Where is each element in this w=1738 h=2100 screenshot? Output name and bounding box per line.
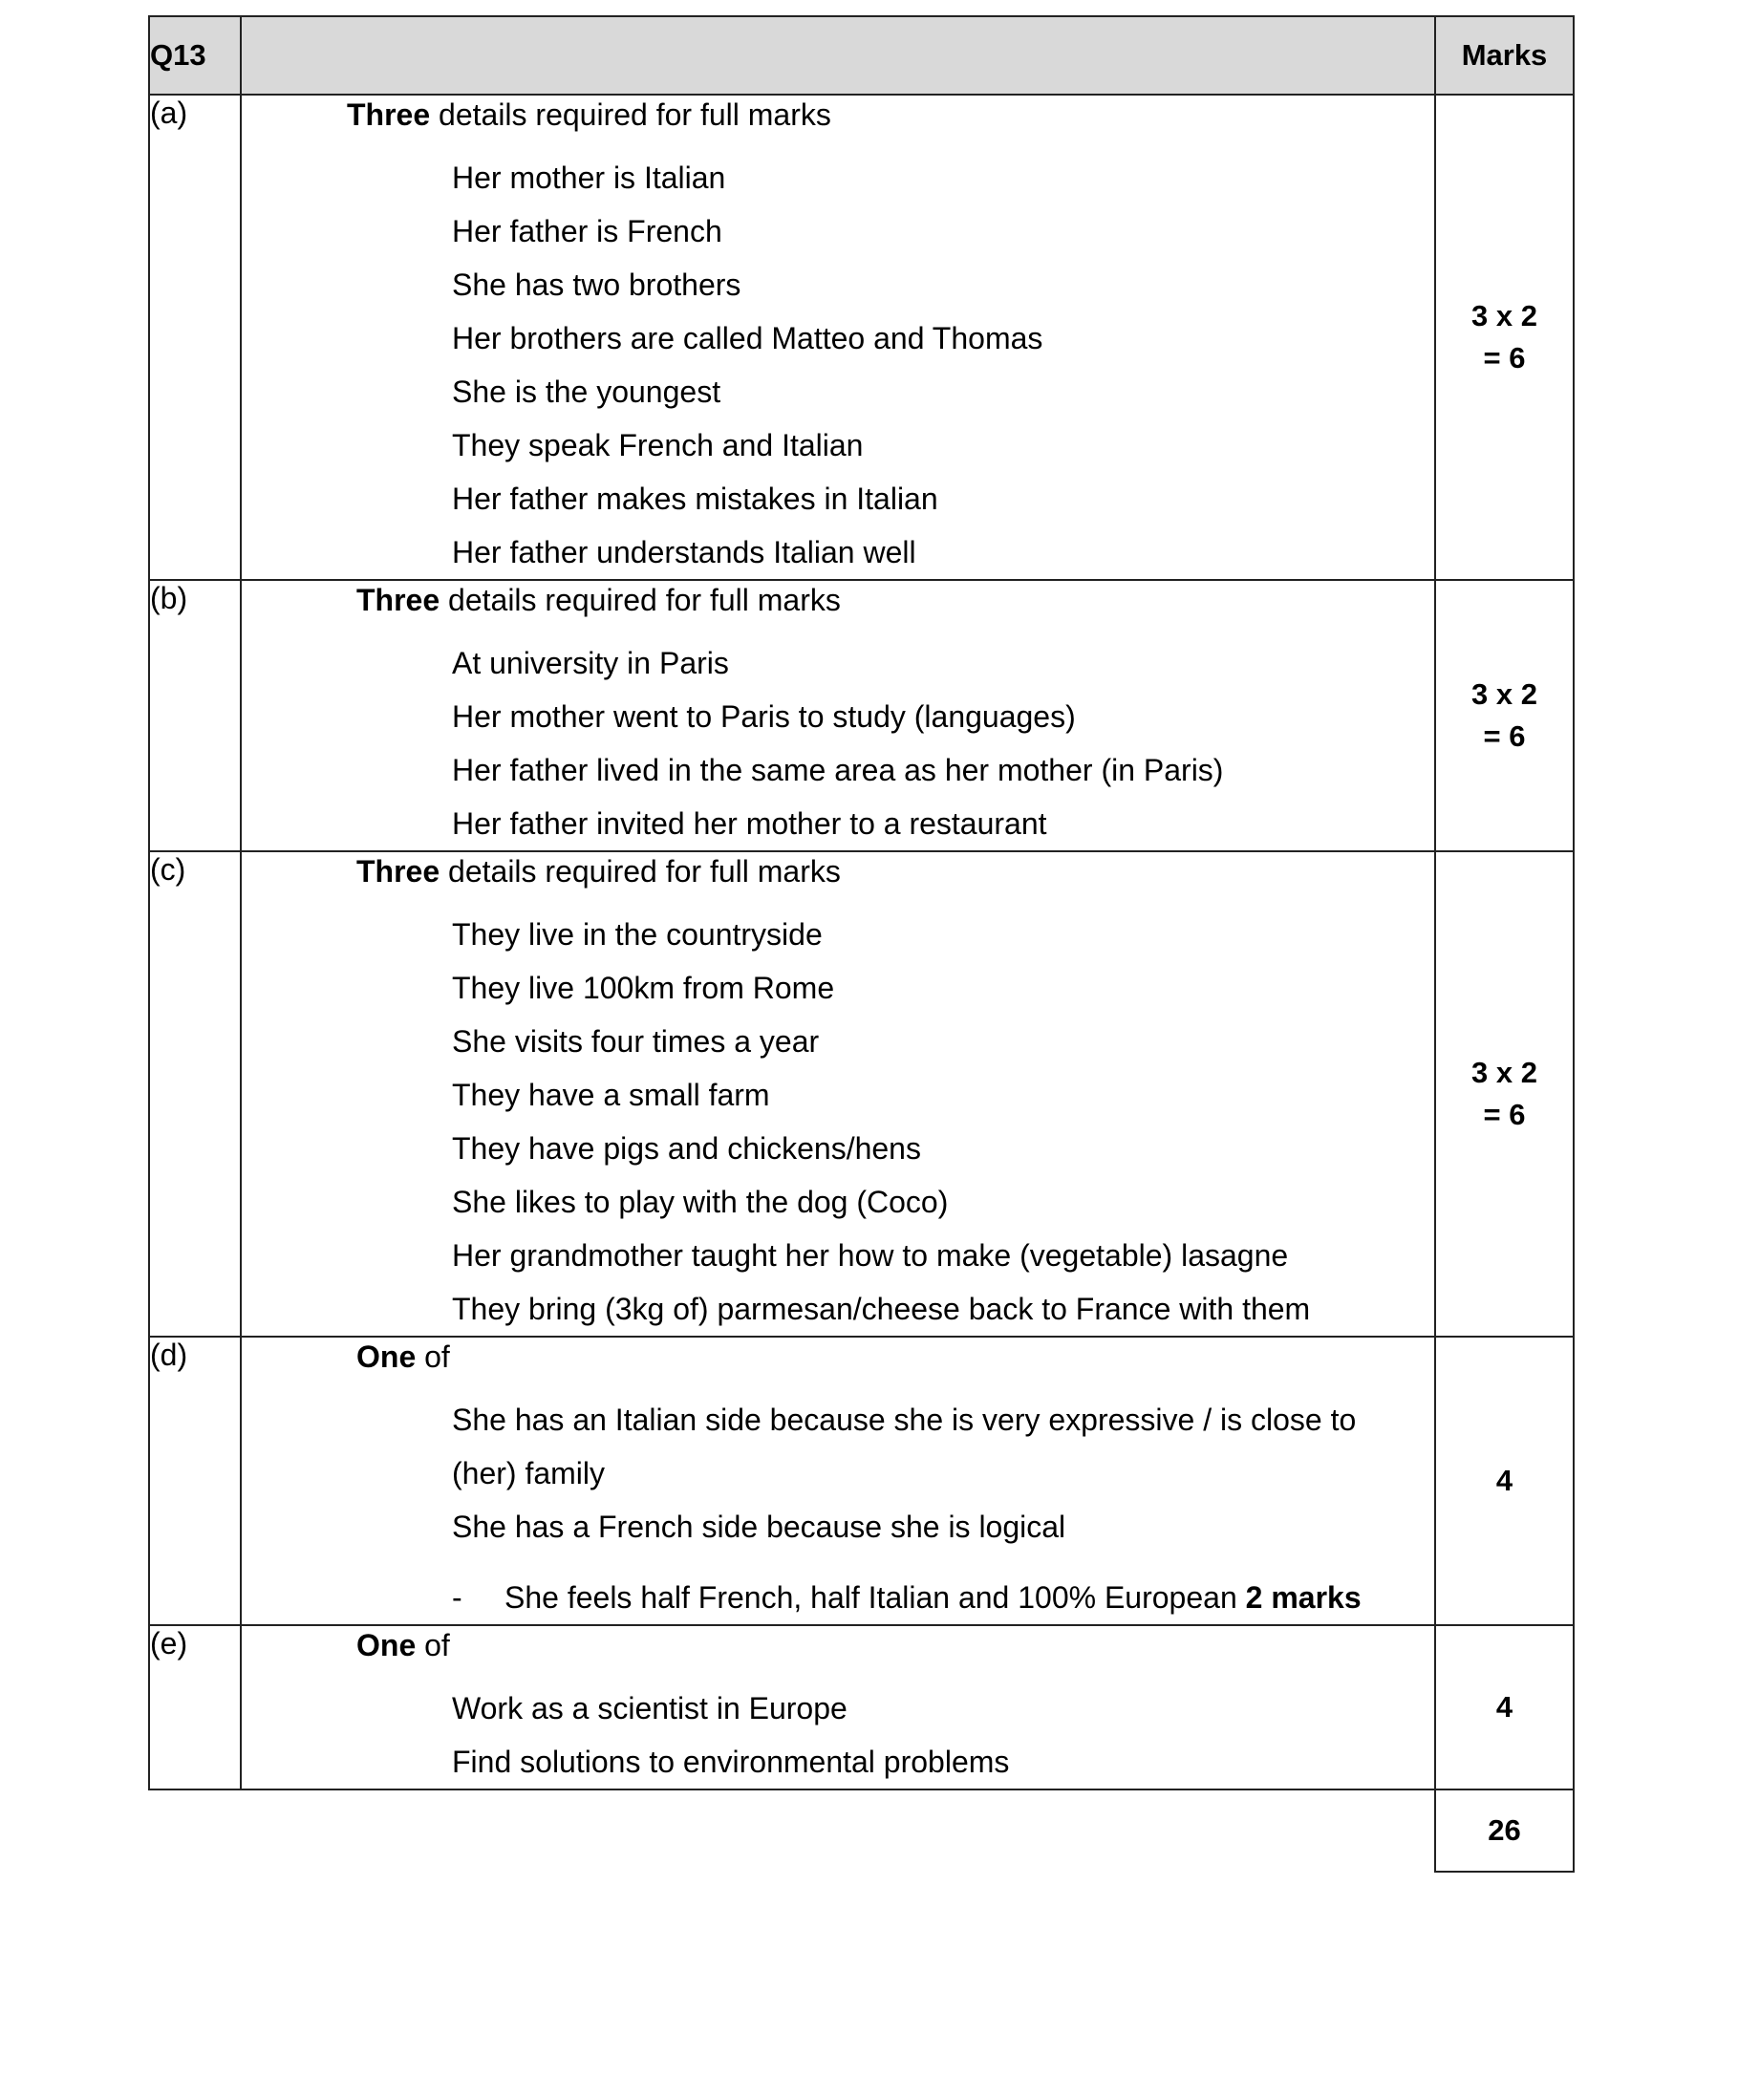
marks-total: = 6: [1483, 1098, 1526, 1131]
part-marks: [1435, 95, 1574, 580]
marks-calc: 3 x 2: [1471, 677, 1537, 711]
part-label: (d): [149, 1337, 241, 1625]
answer-item: They have a small farm: [452, 1078, 770, 1112]
answer-item: She is the youngest: [452, 375, 721, 409]
answer-item: Her mother went to Paris to study (languages): [452, 699, 1076, 734]
header-blank-cell: [241, 16, 1435, 95]
answer-item: At university in Paris: [452, 646, 729, 680]
mark-scheme-page: [148, 15, 1573, 1873]
answer-item: She likes to play with the dog (Coco): [452, 1185, 949, 1219]
answer-list: [242, 636, 1434, 850]
answer-item: Her father makes mistakes in Italian: [452, 482, 938, 516]
answer-item: Her mother is Italian: [452, 161, 726, 195]
total-blank-cell: [149, 1789, 241, 1872]
answer-item: Her father is French: [452, 214, 722, 248]
answer-item: They bring (3kg of) parmesan/cheese back to France with them: [452, 1292, 1311, 1326]
dash-answer-item: [452, 1571, 1434, 1624]
part-label: (e): [149, 1625, 241, 1789]
marks-total: 4: [1495, 1464, 1513, 1497]
answer-item: Her father invited her mother to a restaurant: [452, 806, 1047, 841]
part-row-d: [149, 1337, 1574, 1625]
answer-list: [242, 1393, 1434, 1554]
answer-list: [242, 908, 1434, 1336]
instruction-bold: Three: [356, 854, 440, 889]
part-body: [241, 95, 1435, 580]
part-label: (a): [149, 95, 241, 580]
answer-item: She visits four times a year: [452, 1024, 820, 1059]
marks-calc: 3 x 2: [1471, 299, 1537, 332]
part-label: (c): [149, 851, 241, 1337]
table-header-row: [149, 16, 1574, 95]
answer-item: They speak French and Italian: [452, 428, 864, 462]
part-instruction: [347, 96, 1434, 134]
dash-answer-text: [504, 1571, 1362, 1624]
part-marks: [1435, 1625, 1574, 1789]
answer-item: She has an Italian side because she is very expressive / is close to (her) family: [452, 1403, 1357, 1490]
part-instruction: [356, 1338, 1434, 1376]
marks-header: Marks: [1435, 16, 1574, 95]
part-row-c: [149, 851, 1574, 1337]
marks-total: = 6: [1483, 341, 1526, 375]
mark-scheme-table: [148, 15, 1575, 1873]
dash-text: She feels half French, half Italian and 100% European: [504, 1580, 1246, 1615]
instruction-rest: details required for full marks: [440, 854, 841, 889]
instruction-rest: of: [416, 1339, 450, 1374]
part-row-e: [149, 1625, 1574, 1789]
total-marks: 26: [1435, 1789, 1574, 1872]
total-blank-cell: [241, 1789, 1435, 1872]
part-instruction: [356, 852, 1434, 890]
answer-item: They live 100km from Rome: [452, 971, 835, 1005]
part-marks: [1435, 580, 1574, 851]
part-instruction: [356, 1626, 1434, 1664]
answer-item: They live in the countryside: [452, 917, 823, 952]
part-body: [241, 1625, 1435, 1789]
part-body: [241, 851, 1435, 1337]
answer-item: She has a French side because she is logical: [452, 1510, 1066, 1544]
marks-calc: 3 x 2: [1471, 1056, 1537, 1089]
instruction-rest: details required for full marks: [430, 97, 831, 132]
part-marks: [1435, 1337, 1574, 1625]
instruction-bold: One: [356, 1339, 417, 1374]
instruction-rest: of: [416, 1628, 450, 1662]
part-row-b: [149, 580, 1574, 851]
instruction-bold: Three: [347, 97, 431, 132]
answer-item: Work as a scientist in Europe: [452, 1691, 848, 1725]
question-number: Q13: [149, 16, 241, 95]
instruction-bold: Three: [356, 583, 440, 617]
marks-total: 4: [1495, 1690, 1513, 1724]
dash-marker: -: [452, 1580, 462, 1615]
instruction-rest: details required for full marks: [440, 583, 841, 617]
part-body: [241, 580, 1435, 851]
answer-item: Her brothers are called Matteo and Thomas: [452, 321, 1043, 355]
answer-item: Find solutions to environmental problems: [452, 1745, 1010, 1779]
part-instruction: [356, 581, 1434, 619]
instruction-bold: One: [356, 1628, 417, 1662]
answer-list: [242, 1682, 1434, 1789]
answer-list: [242, 151, 1434, 579]
part-row-a: [149, 95, 1574, 580]
answer-item: She has two brothers: [452, 268, 741, 302]
answer-item: Her father lived in the same area as her mother (in Paris): [452, 753, 1224, 787]
answer-item: Her father understands Italian well: [452, 535, 916, 569]
part-label: (b): [149, 580, 241, 851]
part-marks: [1435, 851, 1574, 1337]
dash-marks-note: 2 marks: [1245, 1580, 1362, 1615]
answer-item: They have pigs and chickens/hens: [452, 1131, 921, 1166]
marks-total: = 6: [1483, 719, 1526, 753]
answer-item: Her grandmother taught her how to make (vegetable) lasagne: [452, 1238, 1289, 1273]
total-row: [149, 1789, 1574, 1872]
part-body: [241, 1337, 1435, 1625]
